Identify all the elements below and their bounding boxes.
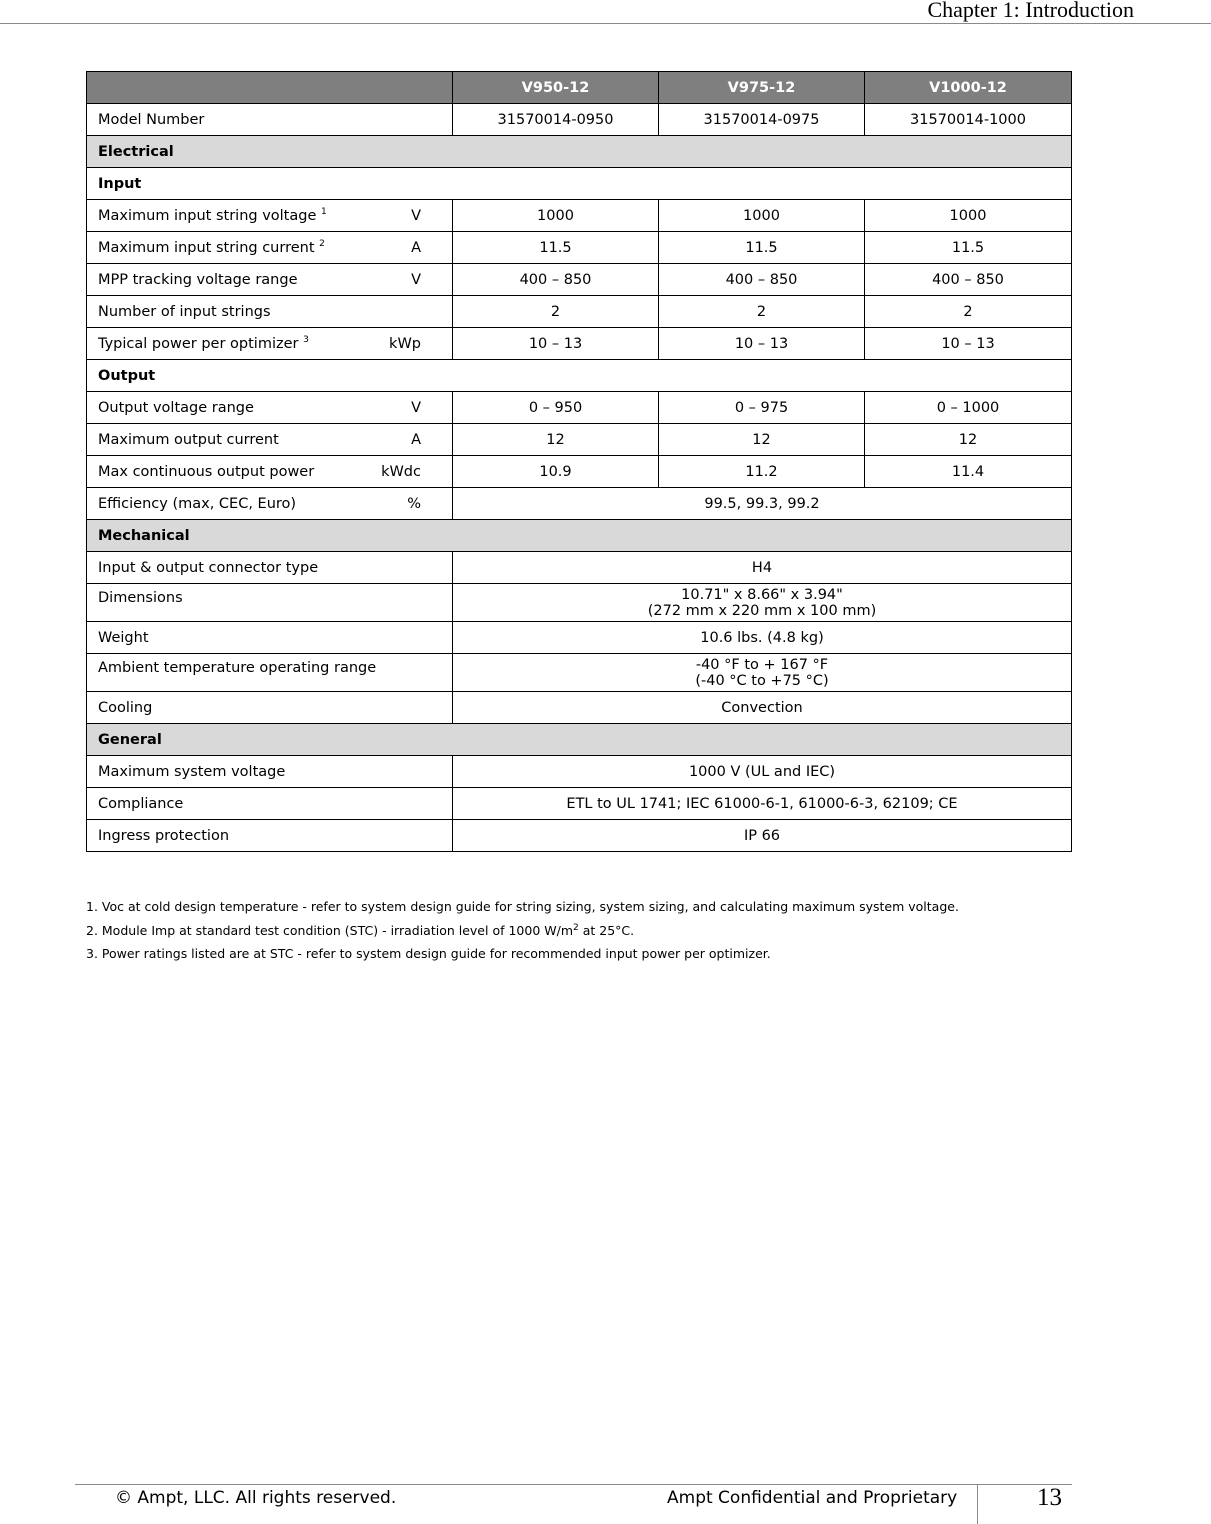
table-row bbox=[87, 692, 1072, 724]
row-label-cell bbox=[87, 264, 453, 296]
cell-value: 1000 bbox=[659, 200, 865, 232]
table-row bbox=[87, 820, 1072, 852]
row-label: Efficiency (max, CEC, Euro) bbox=[98, 495, 297, 512]
row-unit: V bbox=[411, 271, 421, 288]
row-label: Ingress protection bbox=[87, 820, 453, 852]
output-rows bbox=[87, 392, 1072, 488]
row-unit: % bbox=[407, 495, 421, 512]
value-line: (-40 °C to +75 °C) bbox=[695, 672, 829, 689]
table-row bbox=[87, 264, 1072, 296]
cell-value: 11.5 bbox=[659, 232, 865, 264]
subsection-input: Input bbox=[87, 168, 1072, 200]
footnote-1: 1. Voc at cold design temperature - refer to system design guide for string sizing, system sizing, and calculating maximum system voltage. bbox=[86, 899, 959, 914]
value-line: (272 mm x 220 mm x 100 mm) bbox=[647, 602, 877, 619]
row-label-cell bbox=[87, 328, 453, 360]
subsection-row bbox=[87, 360, 1072, 392]
value-line: -40 °F to + 167 °F bbox=[695, 656, 829, 673]
footer-copyright: © Ampt, LLC. All rights reserved. bbox=[115, 1488, 397, 1508]
footer-confidential: Ampt Confidential and Proprietary bbox=[667, 1488, 958, 1508]
cell-value: 11.5 bbox=[865, 232, 1072, 264]
row-label-group bbox=[98, 272, 298, 288]
cell-value: 2 bbox=[453, 296, 659, 328]
section-row bbox=[87, 136, 1072, 168]
page-number: 13 bbox=[1037, 1484, 1062, 1511]
section-general: General bbox=[87, 724, 1072, 756]
cell-value: 400 – 850 bbox=[453, 264, 659, 296]
table-row bbox=[87, 552, 1072, 584]
row-label: Typical power per optimizer bbox=[98, 335, 299, 352]
row-label-cell bbox=[87, 200, 453, 232]
table-row bbox=[87, 328, 1072, 360]
cell-value: 2 bbox=[659, 296, 865, 328]
row-label-group bbox=[98, 432, 279, 448]
spec-table bbox=[86, 71, 1072, 852]
cell-value: 10 – 13 bbox=[865, 328, 1072, 360]
footnote-2-text: 2. Module Imp at standard test condition (STC) - irradiation level of 1000 W/m bbox=[86, 922, 573, 938]
row-label-cell bbox=[87, 296, 453, 328]
header-rule bbox=[0, 23, 1211, 24]
cell-value: 10.9 bbox=[453, 456, 659, 488]
subsection-output: Output bbox=[87, 360, 1072, 392]
table-row bbox=[87, 488, 1072, 520]
row-label-wrap bbox=[98, 464, 441, 480]
col-header: V975-12 bbox=[659, 72, 865, 104]
row-label: Maximum system voltage bbox=[87, 756, 453, 788]
row-label-cell bbox=[87, 392, 453, 424]
row-label-cell bbox=[87, 424, 453, 456]
row-unit: kWdc bbox=[381, 463, 421, 480]
cell-value: 31570014-0975 bbox=[659, 104, 865, 136]
row-label: Model Number bbox=[87, 104, 453, 136]
cell-value: 10 – 13 bbox=[453, 328, 659, 360]
cell-value: 12 bbox=[865, 424, 1072, 456]
row-label-wrap bbox=[98, 432, 441, 448]
row-label-group bbox=[98, 208, 327, 224]
cell-value bbox=[453, 552, 1072, 584]
cell-value: 10 – 13 bbox=[659, 328, 865, 360]
row-label-wrap bbox=[98, 304, 441, 320]
cell-value: 2 bbox=[865, 296, 1072, 328]
section-electrical: Electrical bbox=[87, 136, 1072, 168]
cell-value: 0 – 1000 bbox=[865, 392, 1072, 424]
cell-value bbox=[453, 584, 1072, 622]
col-header: V1000-12 bbox=[865, 72, 1072, 104]
row-unit: A bbox=[411, 431, 421, 448]
cell-value: 12 bbox=[453, 424, 659, 456]
table-row bbox=[87, 788, 1072, 820]
cell-value: IP 66 bbox=[453, 820, 1072, 852]
row-label-group bbox=[98, 336, 309, 352]
value-line: 10.71" x 8.66" x 3.94" bbox=[681, 586, 843, 603]
value-line: 10.6 lbs. (4.8 kg) bbox=[700, 629, 824, 646]
cell-value bbox=[453, 692, 1072, 724]
footnote-ref: 3 bbox=[303, 334, 309, 345]
row-label-cell bbox=[87, 232, 453, 264]
row-label-wrap bbox=[98, 240, 441, 256]
cell-value: 1000 V (UL and IEC) bbox=[453, 756, 1072, 788]
row-unit: V bbox=[411, 207, 421, 224]
footer-rule bbox=[75, 1484, 1072, 1485]
cell-value: 400 – 850 bbox=[659, 264, 865, 296]
subsection-row bbox=[87, 168, 1072, 200]
cell-value: 31570014-0950 bbox=[453, 104, 659, 136]
row-label-wrap bbox=[98, 400, 441, 416]
row-label: MPP tracking voltage range bbox=[98, 271, 298, 288]
cell-value bbox=[453, 622, 1072, 654]
footnote-ref: 1 bbox=[320, 206, 327, 217]
row-label: Maximum output current bbox=[98, 431, 279, 448]
row-label: Cooling bbox=[87, 692, 453, 724]
row-label: Output voltage range bbox=[98, 399, 254, 416]
row-label-group bbox=[98, 464, 314, 480]
table-row bbox=[87, 232, 1072, 264]
cell-value: ETL to UL 1741; IEC 61000-6-1, 61000-6-3, 62109; CE bbox=[453, 788, 1072, 820]
header-row bbox=[87, 72, 1072, 104]
cell-value: 99.5, 99.3, 99.2 bbox=[453, 488, 1072, 520]
row-label: Dimensions bbox=[87, 584, 453, 622]
table-row bbox=[87, 622, 1072, 654]
row-unit: V bbox=[411, 399, 421, 416]
cell-value: 11.2 bbox=[659, 456, 865, 488]
cell-value: 0 – 950 bbox=[453, 392, 659, 424]
row-unit: kWp bbox=[389, 335, 421, 352]
value-line: Convection bbox=[721, 699, 803, 716]
cell-value: 1000 bbox=[865, 200, 1072, 232]
section-mechanical: Mechanical bbox=[87, 520, 1072, 552]
cell-value: 0 – 975 bbox=[659, 392, 865, 424]
cell-value: 11.5 bbox=[453, 232, 659, 264]
table-row bbox=[87, 584, 1072, 622]
table-row bbox=[87, 104, 1072, 136]
row-unit: A bbox=[411, 239, 421, 256]
footnote-2-tail: at 25°C. bbox=[578, 922, 635, 938]
row-label: Maximum input string current bbox=[98, 239, 315, 256]
row-label: Ambient temperature operating range bbox=[87, 654, 453, 692]
input-rows bbox=[87, 200, 1072, 360]
header-blank bbox=[87, 72, 453, 104]
table-row bbox=[87, 456, 1072, 488]
cell-value: 12 bbox=[659, 424, 865, 456]
footer-separator bbox=[977, 1485, 978, 1524]
table-row bbox=[87, 756, 1072, 788]
footnote-ref: 2 bbox=[319, 238, 325, 249]
table-row bbox=[87, 654, 1072, 692]
general-rows bbox=[87, 756, 1072, 852]
row-label: Input & output connector type bbox=[87, 552, 453, 584]
cell-value: 31570014-1000 bbox=[865, 104, 1072, 136]
cell-value: 1000 bbox=[453, 200, 659, 232]
row-label-cell bbox=[87, 488, 453, 520]
row-label-wrap bbox=[98, 336, 441, 352]
row-label: Weight bbox=[87, 622, 453, 654]
row-label-group bbox=[98, 400, 254, 416]
col-header: V950-12 bbox=[453, 72, 659, 104]
row-label: Compliance bbox=[87, 788, 453, 820]
row-label-wrap bbox=[98, 208, 441, 224]
cell-value: 400 – 850 bbox=[865, 264, 1072, 296]
row-label: Maximum input string voltage bbox=[98, 207, 317, 224]
row-label-group bbox=[98, 304, 271, 320]
row-label-wrap bbox=[98, 272, 441, 288]
table-row bbox=[87, 424, 1072, 456]
footnote-2 bbox=[86, 919, 1086, 943]
mechanical-rows bbox=[87, 552, 1072, 724]
table-row bbox=[87, 296, 1072, 328]
section-row bbox=[87, 520, 1072, 552]
chapter-title: Chapter 1: Introduction bbox=[927, 0, 1134, 22]
table-row bbox=[87, 392, 1072, 424]
cell-value bbox=[453, 654, 1072, 692]
row-label-cell bbox=[87, 456, 453, 488]
row-label: Number of input strings bbox=[98, 303, 271, 320]
row-label-group bbox=[98, 240, 325, 256]
footnotes bbox=[86, 895, 1086, 966]
cell-value: 11.4 bbox=[865, 456, 1072, 488]
table-row bbox=[87, 200, 1072, 232]
footnote-2-sup: 2 bbox=[573, 922, 579, 933]
value-line: H4 bbox=[751, 559, 773, 576]
section-row bbox=[87, 724, 1072, 756]
row-label: Max continuous output power bbox=[98, 463, 315, 480]
footnote-3: 3. Power ratings listed are at STC - refer to system design guide for recommended input power per optimizer. bbox=[86, 946, 771, 961]
